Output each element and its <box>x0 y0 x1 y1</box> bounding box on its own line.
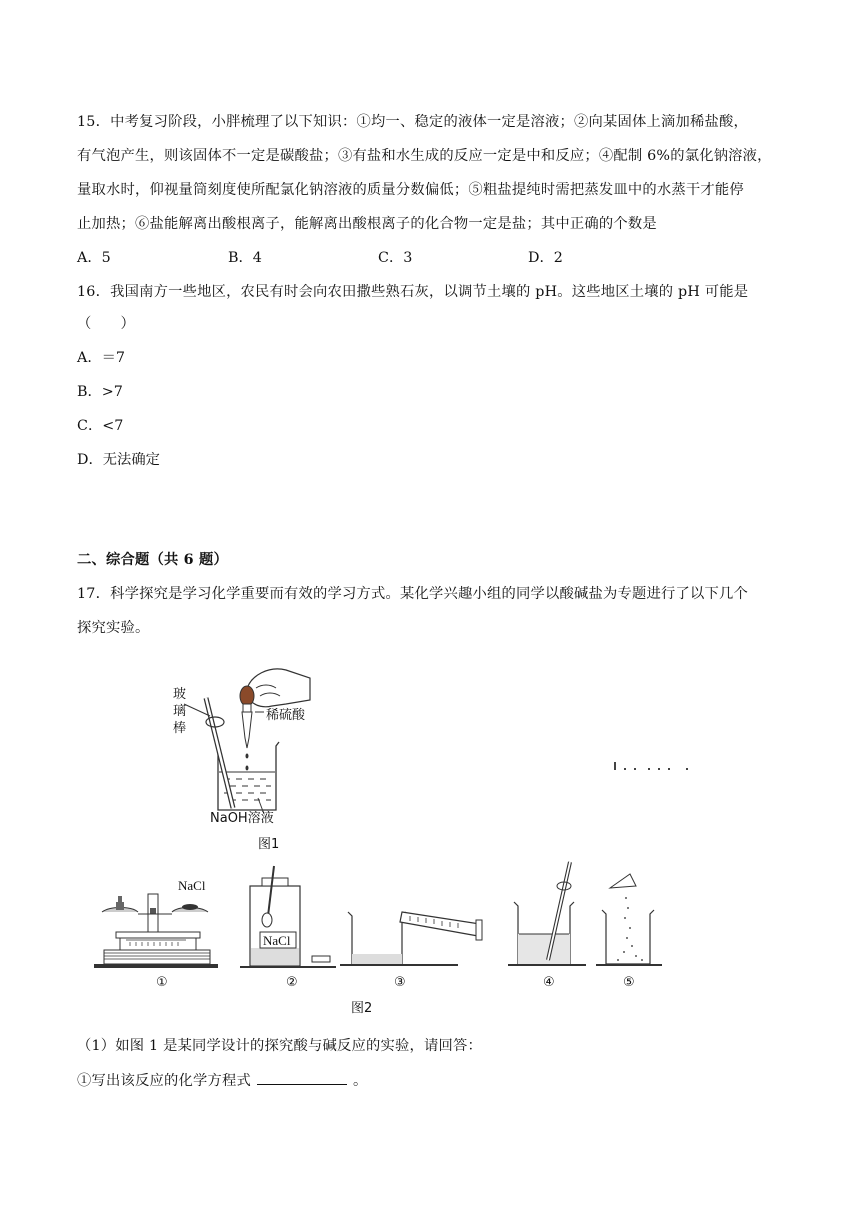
beaker-cylinder-icon <box>340 912 482 966</box>
fig2-label-nacl-top: NaCl <box>178 878 206 893</box>
fig1-caption: 图1 <box>258 837 280 852</box>
q17-sub1-q1-end: 。 <box>352 1073 368 1089</box>
hand-icon <box>246 669 310 707</box>
fig2-label-nacl-bottle: NaCl <box>263 933 291 948</box>
rod-char-2: 璃 <box>173 704 187 719</box>
answer-blank[interactable] <box>257 1070 347 1085</box>
q16-option-b: B．>7 <box>77 384 123 400</box>
q17-sub1-q1-text: ①写出该反应的化学方程式 <box>77 1073 251 1089</box>
fig2-step-1: ① <box>156 975 168 990</box>
q17-sub1: （1）如图 1 是某同学设计的探究酸与碱反应的实验，请回答： <box>77 1038 482 1054</box>
scan-dots <box>614 762 688 770</box>
q15-line-2: 有气泡产生，则该固体不一定是碳酸盐；③有盐和水生成的反应一定是中和反应；④配制 6%的氯化钠溶液， <box>77 148 772 164</box>
fig2-step-4: ④ <box>543 975 555 990</box>
reagent-bottle-icon <box>240 866 336 968</box>
beaker-pouring-icon <box>596 874 662 966</box>
q15-option-c: C．3 <box>378 250 413 266</box>
rod-char-1: 玻 <box>173 687 187 702</box>
q17-line-2: 探究实验。 <box>77 620 150 636</box>
dropper-icon <box>240 686 254 771</box>
rod-char-3: 棒 <box>173 721 187 736</box>
q16-option-d: D．无法确定 <box>77 452 160 468</box>
q15-line-1: 15．中考复习阶段，小胖梳理了以下知识：①均一、稳定的液体一定是溶液；②向某固体上滴加稀盐酸， <box>77 114 748 130</box>
balance-icon <box>94 894 218 968</box>
q16-line-2: （ ） <box>77 316 135 332</box>
q15-option-d: D．2 <box>528 250 563 266</box>
q17-sub1-q1 <box>77 1070 367 1091</box>
section-title: 二、综合题（共 6 题） <box>77 552 228 568</box>
fig1-label-naoh: NaOH溶液 <box>210 811 274 826</box>
beaker-stirring-icon <box>508 862 586 966</box>
q16-option-a: A．＝7 <box>77 350 126 366</box>
q15-option-b: B．4 <box>228 250 262 266</box>
fig1-label-rod <box>173 686 189 737</box>
q16-option-c: C．<7 <box>77 418 124 434</box>
fig2-step-2: ② <box>286 975 298 990</box>
q15-line-4: 止加热；⑥盐能解离出酸根离子，能解离出酸根离子的化合物一定是盐；其中正确的个数是 <box>77 216 657 232</box>
glass-rod-icon <box>184 698 233 808</box>
fig2-caption: 图2 <box>351 1001 373 1016</box>
fig2-step-5: ⑤ <box>623 975 635 990</box>
q16-line-1: 16．我国南方一些地区，农民有时会向农田撒些熟石灰，以调节土壤的 pH。这些地区土壤的 pH 可能是 <box>77 284 749 300</box>
q15-line-3: 量取水时，仰视量筒刻度使所配氯化钠溶液的质量分数偏低；⑤粗盐提纯时需把蒸发皿中的水蒸干才能停 <box>77 182 744 198</box>
fig1-label-acid: 稀硫酸 <box>266 708 306 723</box>
figure-2 <box>90 856 680 974</box>
q15-option-a: A．5 <box>77 250 111 266</box>
q17-line-1: 17．科学探究是学习化学重要而有效的学习方式。某化学兴趣小组的同学以酸碱盐为专题进行了以下几个 <box>77 586 748 602</box>
fig2-step-3: ③ <box>394 975 406 990</box>
